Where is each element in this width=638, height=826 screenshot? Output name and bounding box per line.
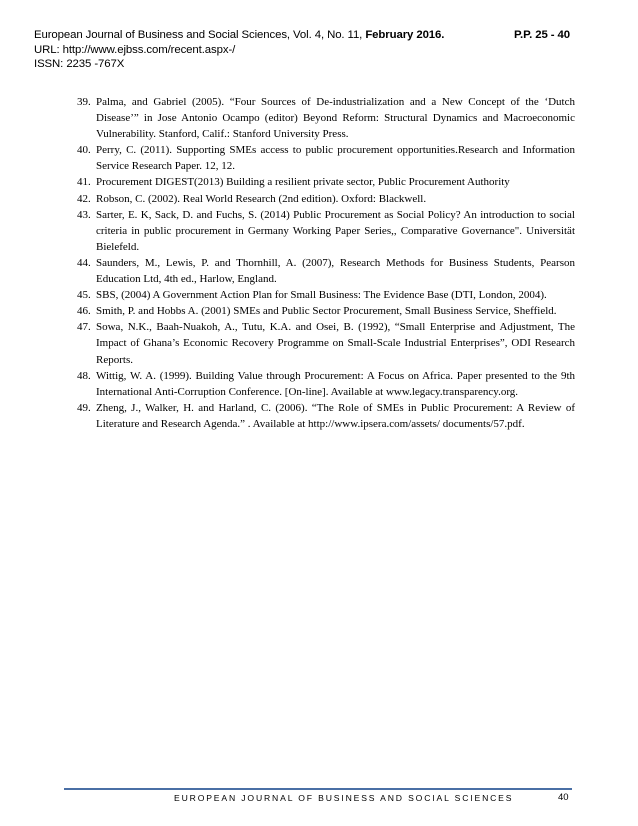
footer-journal-name: EUROPEAN JOURNAL OF BUSINESS AND SOCIAL SCIENCES	[174, 793, 514, 803]
reference-text: Robson, C. (2002). Real World Research (2nd edition). Oxford: Blackwell.	[96, 192, 427, 205]
reference-item	[77, 207, 575, 255]
reference-text: Perry, C. (2011). Supporting SMEs access to public procurement opportunities.Research and Information Service Research Paper. 12, 12.	[96, 144, 575, 173]
reference-text: Smith, P. and Hobbs A. (2001) SMEs and Public Sector Procurement, Small Business Service, Sheffield.	[96, 305, 557, 318]
journal-citation	[34, 28, 594, 43]
journal-url[interactable]: URL: http://www.ejbss.com/recent.aspx-/	[34, 43, 236, 56]
reference-number: 45.	[77, 289, 91, 302]
reference-number: 49.	[77, 401, 91, 414]
reference-number: 46.	[77, 305, 91, 318]
reference-number: 47.	[77, 321, 91, 334]
page-number: 40	[558, 792, 569, 803]
reference-item	[77, 191, 575, 207]
reference-number: 41.	[77, 176, 91, 189]
journal-issn: ISSN: 2235 -767X	[34, 58, 125, 70]
reference-text: Zheng, J., Walker, H. and Harland, C. (2006). “The Role of SMEs in Public Procurement: A Review of Literature and Research Agenda.” . Available at http://www.ipsera.com/assets/ documents/57.pdf.	[96, 401, 575, 430]
reference-item	[77, 287, 575, 303]
page-header	[34, 28, 594, 72]
reference-item	[77, 319, 575, 367]
reference-number: 42.	[77, 192, 91, 205]
reference-text: Saunders, M., Lewis, P. and Thornhill, A. (2007), Research Methods for Business Students, Pearson Education Ltd, 4th ed., Harlow, England.	[96, 256, 575, 286]
reference-text: SBS, (2004) A Government Action Plan for Small Business: The Evidence Base (DTI, London, 2004).	[96, 289, 547, 302]
reference-item	[77, 303, 575, 319]
footer-divider	[64, 788, 572, 790]
reference-item	[77, 368, 575, 400]
reference-item	[77, 400, 575, 432]
page-range: P.P. 25 - 40	[513, 29, 570, 41]
journal-date: February 2016.	[365, 29, 445, 41]
reference-text: Wittig, W. A. (1999). Building Value through Procurement: A Focus on Africa. Paper presented to the 9th International Anti-Corruption Conference. [On-line]. Available at www.legacy.transparency.org.	[96, 369, 575, 398]
reference-text: Procurement DIGEST(2013) Building a resilient private sector, Public Procurement Authority	[96, 176, 510, 189]
reference-text: Sarter, E. K, Sack, D. and Fuchs, S. (2014) Public Procurement as Social Policy? An introduction to social criteria in public procurement in Germany Working Paper Series,, Comparative Governance". Universität Bielefeld.	[96, 208, 575, 253]
reference-text: Sowa, N.K., Baah-Nuakoh, A., Tutu, K.A. and Osei, B. (1992), “Small Enterprise and Adjustment, The Impact of Ghana’s Economic Recovery Programme on Small-Scale Industrial Enterprises”, ODI Research Reports.	[96, 321, 575, 366]
reference-item	[77, 174, 575, 190]
reference-number: 40.	[77, 144, 91, 157]
reference-number: 48.	[77, 369, 91, 382]
reference-item	[77, 142, 575, 174]
reference-number: 43.	[77, 208, 91, 221]
journal-volume-info: European Journal of Business and Social Sciences, Vol. 4, No. 11,	[34, 29, 366, 41]
reference-number: 39.	[77, 96, 91, 108]
reference-item	[77, 255, 575, 287]
reference-list	[77, 94, 575, 432]
reference-number: 44.	[77, 256, 91, 269]
reference-text: Palma, and Gabriel (2005). “Four Sources of De-industrialization and a New Concept of the ‘Dutch Disease’” in Jose Antonio Ocampo (editor) Beyond Reform: Structural Dynamics and Macroeconomic Vulnerability. Stanford, Calif.: Stanford University Press.	[96, 96, 575, 141]
reference-item	[77, 94, 575, 142]
